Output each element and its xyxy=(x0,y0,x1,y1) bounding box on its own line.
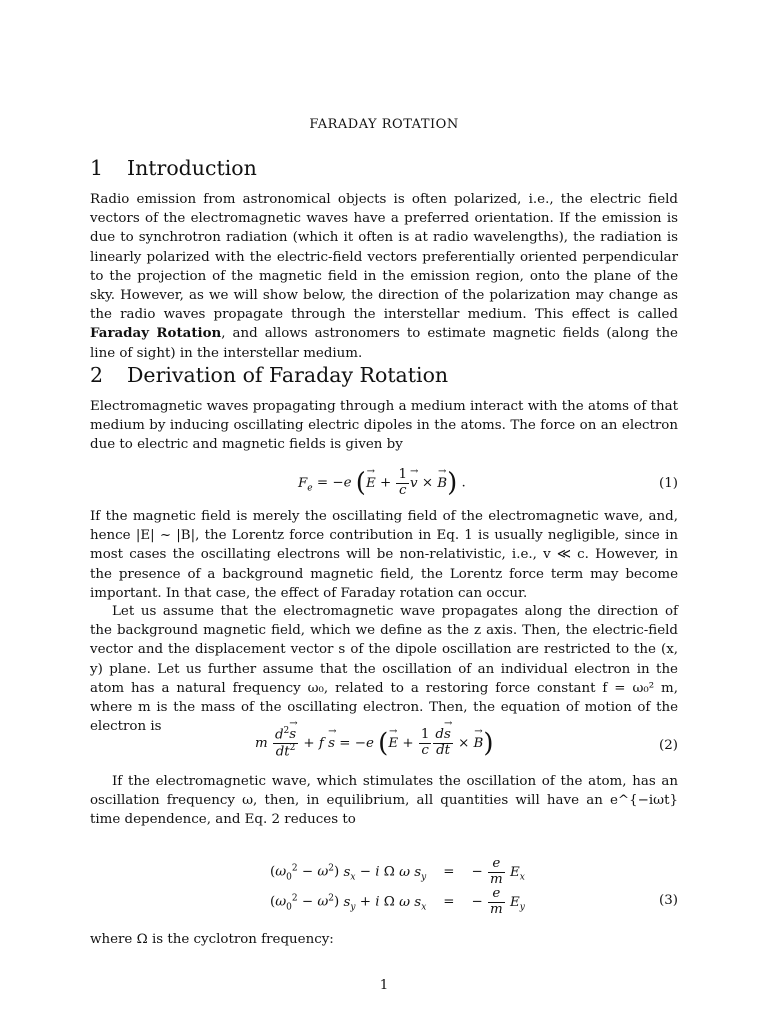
section-heading-introduction xyxy=(90,156,257,180)
equation-number: (1) xyxy=(659,476,678,491)
derivation-paragraph-1: Electromagnetic waves propagating through a medium interact with the atoms of that medium by inducing oscillating electric dipoles in the atoms. The force on an electron due to electric and magnetic fields is given by xyxy=(90,399,678,453)
derivation-paragraph-5: where Ω is the cyclotron frequency: xyxy=(90,932,334,947)
page-number: 1 xyxy=(379,978,389,993)
equation-3-line-2: $(\omega_0^2 - \omega^2) s_y + i$ Ω ω $s_x$ = − $\frac{e}{m}$ $E_y$ xyxy=(270,886,525,917)
derivation-paragraph-2: If the magnetic field is merely the oscillating field of the electromagnetic wave, and, hence |E| ~ |B|, the Lorentz force contribution in Eq. 1 is usually negligible, since in most cases the oscillating electrons will be non-relativistic, i.e., v ≪ c. However, in the presence of a background magnetic field, the Lorentz force term may become important. In that case, the effect of Faraday rotation can occur. xyxy=(90,509,678,601)
derivation-paragraph-3: Let us assume that the electromagnetic wave propagates along the direction of the background magnetic field, which we define as the z axis. Then, the electric-field vector and the displacement vector s of the dipole oscillation are restricted to the (x, y) plane. Let us further assume that the oscillation of an individual electron in the atom has a natural frequency ω₀, related to a restoring force constant f = ω₀² m, where m is the mass of the oscillating electron. Then, the equation of motion of the electron is xyxy=(90,604,678,735)
section-title: Derivation of Faraday Rotation xyxy=(127,363,449,387)
intro-text-end: , and allows astronomers to estimate magnetic fields (along the line of sight) in the interstellar medium. xyxy=(90,326,678,361)
equation-2-body: m $\frac{d^2\to s}{dt^2}$ + f → s = −e (→ E + $\frac{1}{c}$ $\frac{d\to s}{dt}$ × → B) xyxy=(255,727,494,760)
equation-3 xyxy=(90,855,678,925)
document-title: FARADAY ROTATION xyxy=(309,117,459,132)
equation-3-line-1: $(\omega_0^2 - \omega^2) s_x - i$ Ω ω $s_y$ = − $\frac{e}{m}$ $E_x$ xyxy=(270,856,525,887)
faraday-rotation-term: Faraday Rotation xyxy=(90,325,222,342)
section-title: Introduction xyxy=(127,156,257,180)
intro-paragraph xyxy=(90,190,678,363)
section-number: 2 xyxy=(90,363,104,387)
section-heading-derivation xyxy=(90,363,448,387)
equation-number: (2) xyxy=(659,738,678,753)
equation-1-body: $F_e = -e$ (→ E + $\frac{1}{c}$ → v × → B) . xyxy=(298,468,466,498)
intro-text-start: Radio emission from astronomical objects is often polarized, i.e., the electric field vectors of the electromagnetic waves have a preferred orientation. If the emission is due to synchrotron radiation (which it often is at radio wavelengths), the radiation is linearly polarized with the electric-field vectors preferentially oriented perpendicular to the projection of the magnetic field in the emission region, onto the plane of the sky. However, as we will show below, the direction of the polarization may change as the radio waves propagate through the interstellar medium. This effect is called xyxy=(90,192,678,323)
equation-1 xyxy=(90,466,678,506)
equation-number: (3) xyxy=(659,893,678,908)
derivation-paragraph-4: If the electromagnetic wave, which stimulates the oscillation of the atom, has an oscillation frequency ω, then, in equilibrium, all quantities will have an e^{−iωt} time dependence, and Eq. 2 reduces to xyxy=(90,774,678,828)
equation-2 xyxy=(90,725,678,770)
section-number: 1 xyxy=(90,156,104,180)
